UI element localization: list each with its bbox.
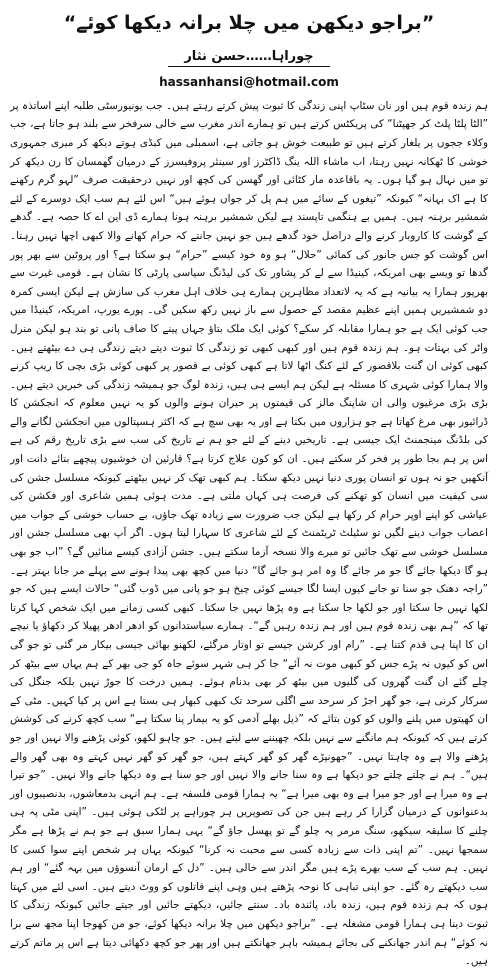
article-paragraph: ہم زندہ قوم ہیں اور نان سٹاپ اپنی زندگی کا ثبوت پیش کرتے رہتے ہیں۔ جب یونیورسٹی طلبہ اپنے اساتذہ پر ”الٹا پلٹا پلٹ کر جھپٹنا“ کی پریکٹس کرتے ہیں تو ہمارے اندر مغرب سے خالی سرفخر سے بلند ہو جاتا ہے، جب وکلاء ججوں پر یلغار کرتے ہیں تو طبیعت خوش ہو جاتی ہے، اسمبلی میں کبڈی ہوتے دیکھ کر میری جمہوری خوشی کا ٹھکانہ نہیں رہتا، اب ماشاء اللہ ینگ ڈاکٹرز اور سینئر پروفیسرز کے درمیان گھمسان کا رن دیکھ کر تو میں نہال ہو گیا ہوں۔ یہ باقاعدہ مار کٹائی اور گھسن کی کچھ اور نہیں درحقیقت صرف ”لہو گرم رکھنے کا ہے اک بہانہ“ کیونکہ ”تیغوں کے سائے میں ہم پل کر جواں ہوئے ہیں“ اس لئے ہم سب ایک دوسرے کے لئے شمشیر برہنہ ہیں۔ ہمیں بے ہنگمی تاپسند ہے لیکن شمشیر برہنہ ہونا ہمارے ڈی این اے کا حصہ ہے۔ گدھے کے گوشت کا کاروبار کرنے والے دراصل خود گدھے ہیں جو نہیں جانتے کہ حرام کھانے والا کبھی اچھا نہیں رہتا۔ اس گوشت کو جس جانور کی کمائی ”حلال“ ہو وہ خود کیسے ”حرام“ ہو سکتا ہے؟ اور پروٹین سے بھر پور گدھا تو ویسے بھی امریکہ، کینیڈا سے لے کر پشاور تک کی لیڈنگ سیاسی پارٹی کا نشان ہے۔ قومی غیرت سے بھرپور ہمارا یہ بیانیہ ہے کہ یہ لاتعداد مظاہرین ہمارے ہی خلاف اہل مغرب کی سازش ہے لیکن ایسی کمرہ دو شمشیریں ہمیں اپنے عظیم مقصد کے حصول سے باز نہیں رکھ سکیں گی۔ پورے یورپ، امریکہ، کینیڈا میں جب کوئی ایک ہے جو ہمارا مقابلہ کر سکے؟ کوئی ایک ملک بتاؤ جہاں پینے کا صاف پانی تو بند ہو لیکن منرل واٹر کی بہتات ہو۔ ہم زندہ قوم ہیں اور کبھی کبھی تو زندگی کا ثبوت دیتے دیتے زندگی ہی دے بیٹھتے ہیں۔ کبھی کوئی ان گنت بلاقصور کے لئے کنگ اٹھا لاتا ہے کبھی کوئی بے قصور پر کبھی کوئی بڑی بچی کا ریپ کرنے والا ہمارا کوئی شہری کا مسئلہ ہے لیکن ہم ایسے ہی ہیں، زندہ لوگ جو ہمیشہ زندگی کی خبریں دیتے ہیں۔ بڑی بڑی مرغیوں والی ان شاپنگ مالز کی قیمتوں پر حیران ہونے والوں کو یہ نہیں معلوم کہ انجکشن کا ڈرائیور بھی مرغ کھاتا ہے جو ہزاروں میں بکتا ہے اور یہ بھی سچ ہے کہ اکثر ہسپتالوں میں انجکشن لگانے والے کی بلڈنگ مینجمنٹ ایک جیسی ہے۔ تاریخیں دینے کے لئے جو ہم نے تاریخ کی سب سے بڑی تاریخ رقم کی ہے اس پر ہم بجا طور پر فخر کر سکتے ہیں۔ ان کو کون علاج کرتا ہے؟ قارئین ان خوشیوں پیچھے بتائے دانت اور آنکھیں جو نہ ہوں تو انسان پوری دنیا نہیں دیکھ سکتا۔ ہم کبھی تھک کر نہیں بیٹھتے کیونکہ مسلسل جشن کی سی کیفیت میں انسان کو تھکنے کی فرصت ہی کہاں ملتی ہے۔ مدت ہوئی ہمیں شاعری اور فکشن کی عیاشی کو اپنے اوپر حرام کر رکھا ہے لیکن جب ضرورت سے زیادہ تھک جاؤں، بے حساب خوشی کے جواب میں اعصاب جواب دینے لگیں تو سٹیلٹ ٹریٹمنٹ کے لئے شاعری کا سہارا لیتا ہوں۔ اگر آپ بھی مسلسل جشن اور مسلسل خوشی سے تھک جائیں تو میرے والا نسخہ آزما سکتے ہیں۔ جشن آزادی کیسے منائیں گے؟ ”اب جو بھی ہو گا دیکھا جائے گا جو مر جائے گا وہ امر ہو جائے گا“ دنیا میں کچھ بھی پیدا ہونے سے پہلے مر جانا بہتر ہے۔ ”راجہ دھنک جو سنا تو جانے کیوں ایسا لگا جیسے کوئی چیخ ہو جو پانی میں ڈوب گئی“ حالات ایسے ہیں کہ جو لکھا نہیں جا سکتا اور جو لکھا جا سکتا ہے وہ پڑھا نہیں جا سکتا۔ کبھی کسی زمانے میں ایک شخص کہا کرتا تھا کہ ”ہم بھی زندہ قوم ہیں اور ہم زندہ رہیں گے“۔ ہمارے سیاستدانوں کو ادھر ادھر پھیلا کر دکھاؤ یا نیچے ان کا اپنا ہی قدم کتنا ہے۔ ”رام اور کرشن جیسے تو اوتار مرگئے، لکھنو بھائی جیسی بیکار مر گئی تو جو گی اس کو کیوں نہ پڑے جس کو کبھی موت نہ آئے“ جا کر ہی شہر سوئے جاہ کو جی بھر کے ہم یہاں سے بیٹھ کر چلے گئے ان گنت گھروں کی گلیوں میں بیٹھ کر بھی بدنام ہوئے۔ ہمیں درخت کا جوڑ نہیں بلکہ جنگل کی سرکار کرنی ہے، جو گھر اجڑ کر سرحد سے اگلی سرحد تک کبھی کبھار ہی بستا ہے اس پر کیا کہیں۔ مٹی کے ان کھیتوں میں پلنے والوں کو کون بتائے کہ ”ذیل بھلے آدمی کو یہ بیمار پنا سکتا ہے“ سب کچھ کرنے کی کوشش کرتے ہیں کہ کیونکہ ہم مانگنے سے نہیں بلکہ چھیننے سے لیتے ہیں۔ جو چاہو لکھو، کوئی پڑھنے والا نہیں اور جو پڑھنے والا ہے وہ چاہتا نہیں۔ ”جھونپڑے گھر کو گھر کہتے ہیں، جو گھر کو گھر نہیں کہتے وہ بھی گھر والے ہیں“۔ ہم نے چلتے چلتے جو دیکھا ہے وہ سنا جانے والا نہیں اور جو سنا ہے وہ دیکھا جانے والا نہیں۔ ”جو تیرا ہے وہ میرا ہے اور جو میرا ہے وہ بھی میرا ہے“ یہ ہمارا قومی فلسفہ ہے۔ ہم انہی بدمعاشوں، بدنصیبوں اور بدعنوانوں کے درمیان گزارا کر رہے ہیں جن کی تصویریں ہر چوراہے پر لٹکی ہوئی ہیں۔ ”اپنی مٹی پہ ہی چلنے کا سلیقہ سیکھو، سنگ مرمر پہ چلو گے تو پھسل جاؤ گے“ یہی ہمارا سبق ہے جو ہم نے پڑھا ہے مگر سمجھا نہیں۔ ”تم اپنی ذات سے زیادہ کسی سے محبت نہ کرنا“ کیونکہ یہاں ہر شخص اپنے سوا کسی کا نہیں۔ ہم سب کے سب بھرے پڑے ہیں مگر اندر سے خالی ہیں۔ ”دل کے ارمان آنسوؤں میں بہہ گئے“ اور ہم سب دیکھتے رہ گئے۔ جو اپنی تباہی کا نوحہ پڑھتے ہیں وہی اپنے قاتلوں کو ووٹ دیتے ہیں۔ اسی لئے میں کہتا ہوں کہ ہم زندہ قوم ہیں، زندہ باد، پائندہ باد۔ سنتے جائیں، دیکھتے جائیں اور جیتے جائیں کیونکہ زندگی کا ثبوت دینا ہی ہمارا قومی مشغلہ ہے۔ ”براجو دیکھن میں چلا برانہ دیکھا کوئے، جو من کھوجا اپنا مجھ سے برا نہ کوئے“ ہم اندر جھانکنے کی بجائے ہمیشہ باہر جھانکتے ہیں اور پھر جو کچھ دکھائی دیتا ہے اس پر ماتم کرتے ہیں۔ bbox=[10, 99, 488, 968]
article-byline: چوراہا……حسن نثار bbox=[168, 49, 329, 67]
author-email: hassanhansi@hotmail.com bbox=[159, 74, 339, 89]
byline-container bbox=[10, 45, 488, 67]
article-body bbox=[10, 97, 488, 968]
article-title: ”براجو دیکھن میں چلا برانہ دیکھا کوئے“ bbox=[63, 12, 435, 34]
